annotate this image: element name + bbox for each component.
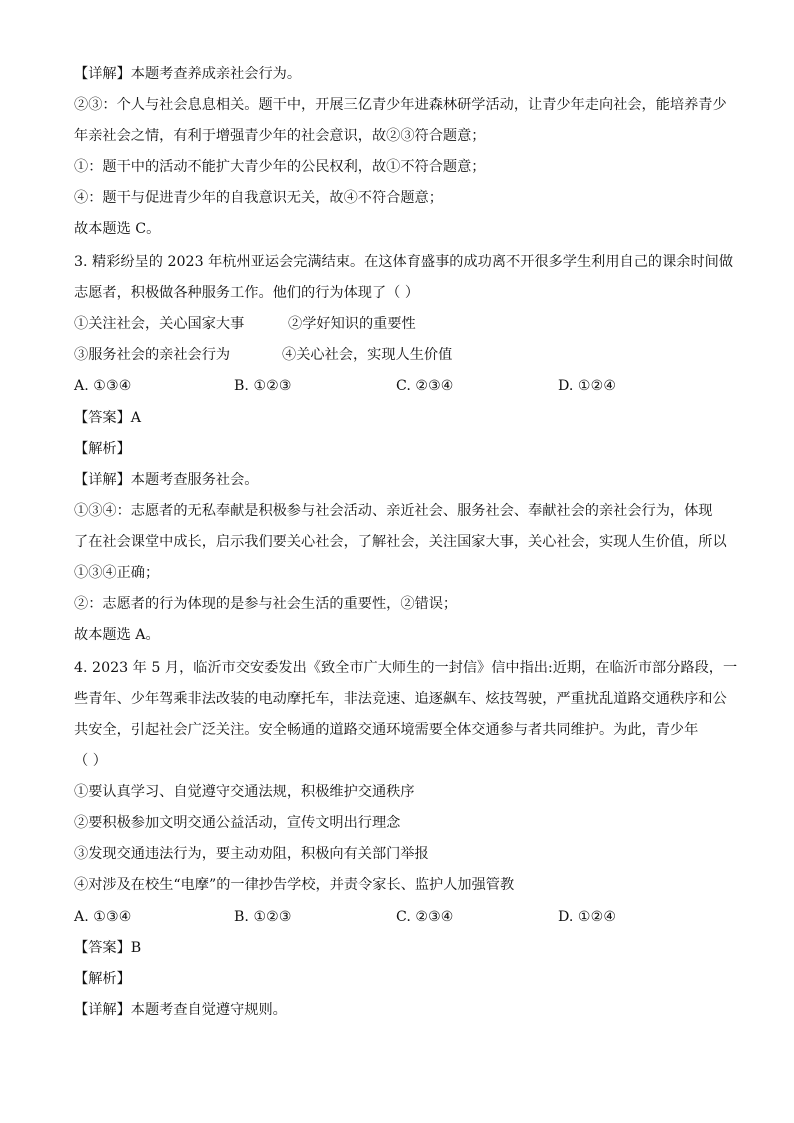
q3-option-c: C. ②③④ [396, 378, 454, 394]
statement-3: ③发现交通违法行为，要主动劝阻，积极向有关部门举报 [74, 846, 429, 862]
statement-3: ③服务社会的亲社会行为 [74, 347, 231, 363]
q3-option-a: A. ①③④ [74, 378, 132, 394]
q4-option-d: D. ①②④ [558, 909, 617, 925]
answer-label: 【答案】B [74, 940, 142, 956]
q4-option-a: A. ①③④ [74, 909, 132, 925]
question-3-stem: 志愿者，积极做各种服务工作。他们的行为体现了（ ） [74, 285, 420, 301]
text-line: 【详解】本题考查自觉遵守规则。 [74, 1002, 287, 1018]
text-line: 【详解】本题考查服务社会。 [74, 472, 259, 488]
q3-option-b: B. ①②③ [234, 378, 292, 394]
text-line: ①：题干中的活动不能扩大青少年的公民权利，故①不符合题意； [74, 159, 486, 175]
analysis-label: 【解析】 [74, 441, 131, 457]
statement-2: ②要积极参加文明交通公益活动，宣传文明出行理念 [74, 815, 401, 831]
statement-4: ④关心社会，实现人生价值 [282, 347, 453, 363]
text-line: ②③：个人与社会息息相关。题干中，开展三亿青少年进森林研学活动，让青少年走向社会，能培养青少 [74, 97, 727, 113]
text-line: ①③④：志愿者的无私奉献是积极参与社会活动、亲近社会、服务社会、奉献社会的亲社会行为，体现 [74, 503, 713, 519]
text-line: 故本题选 A。 [74, 627, 160, 643]
q4-option-c: C. ②③④ [396, 909, 454, 925]
statement-1: ①关注社会，关心国家大事 [74, 316, 245, 332]
question-3-stem: 3. 精彩纷呈的 2023 年杭州亚运会完满结束。在这体育盛事的成功离不开很多学生利用自己的课余时间做 [74, 254, 734, 270]
text-line: ②：志愿者的行为体现的是参与社会生活的重要性，②错误； [74, 596, 458, 612]
text-line: 年亲社会之情，有利于增强青少年的社会意识，故②③符合题意； [74, 128, 486, 144]
text-line: 【详解】本题考查养成亲社会行为。 [74, 66, 302, 82]
question-4-stem: （ ） [74, 753, 107, 769]
analysis-label: 【解析】 [74, 971, 131, 987]
question-4-stem: 共安全，引起社会广泛关注。安全畅通的道路交通环境需要全体交通参与者共同维护。为此，青少年 [74, 722, 699, 738]
answer-label: 【答案】A [74, 410, 141, 426]
statement-4: ④对涉及在校生“电摩”的一律抄告学校，并责令家长、监护人加强管教 [74, 877, 515, 893]
statement-2: ②学好知识的重要性 [288, 316, 416, 332]
question-4-stem: 些青年、少年驾乘非法改装的电动摩托车，非法竞速、追逐飙车、炫技驾驶，严重扰乱道路交通秩序和公 [74, 691, 727, 707]
text-line: 了在社会课堂中成长，启示我们要关心社会，了解社会，关注国家大事，关心社会，实现人生价值，所以 [74, 534, 727, 550]
text-line: 故本题选 C。 [74, 221, 161, 237]
statement-1: ①要认真学习、自觉遵守交通法规，积极维护交通秩序 [74, 784, 415, 800]
text-line: ①③④正确； [74, 565, 160, 581]
q3-option-d: D. ①②④ [558, 378, 617, 394]
q4-option-b: B. ①②③ [234, 909, 292, 925]
text-line: ④：题干与促进青少年的自我意识无关，故④不符合题意； [74, 190, 443, 206]
question-4-stem: 4. 2023 年 5 月，临沂市交安委发出《致全市广大师生的一封信》信中指出:近期，在临沂市部分路段，一 [74, 660, 738, 676]
